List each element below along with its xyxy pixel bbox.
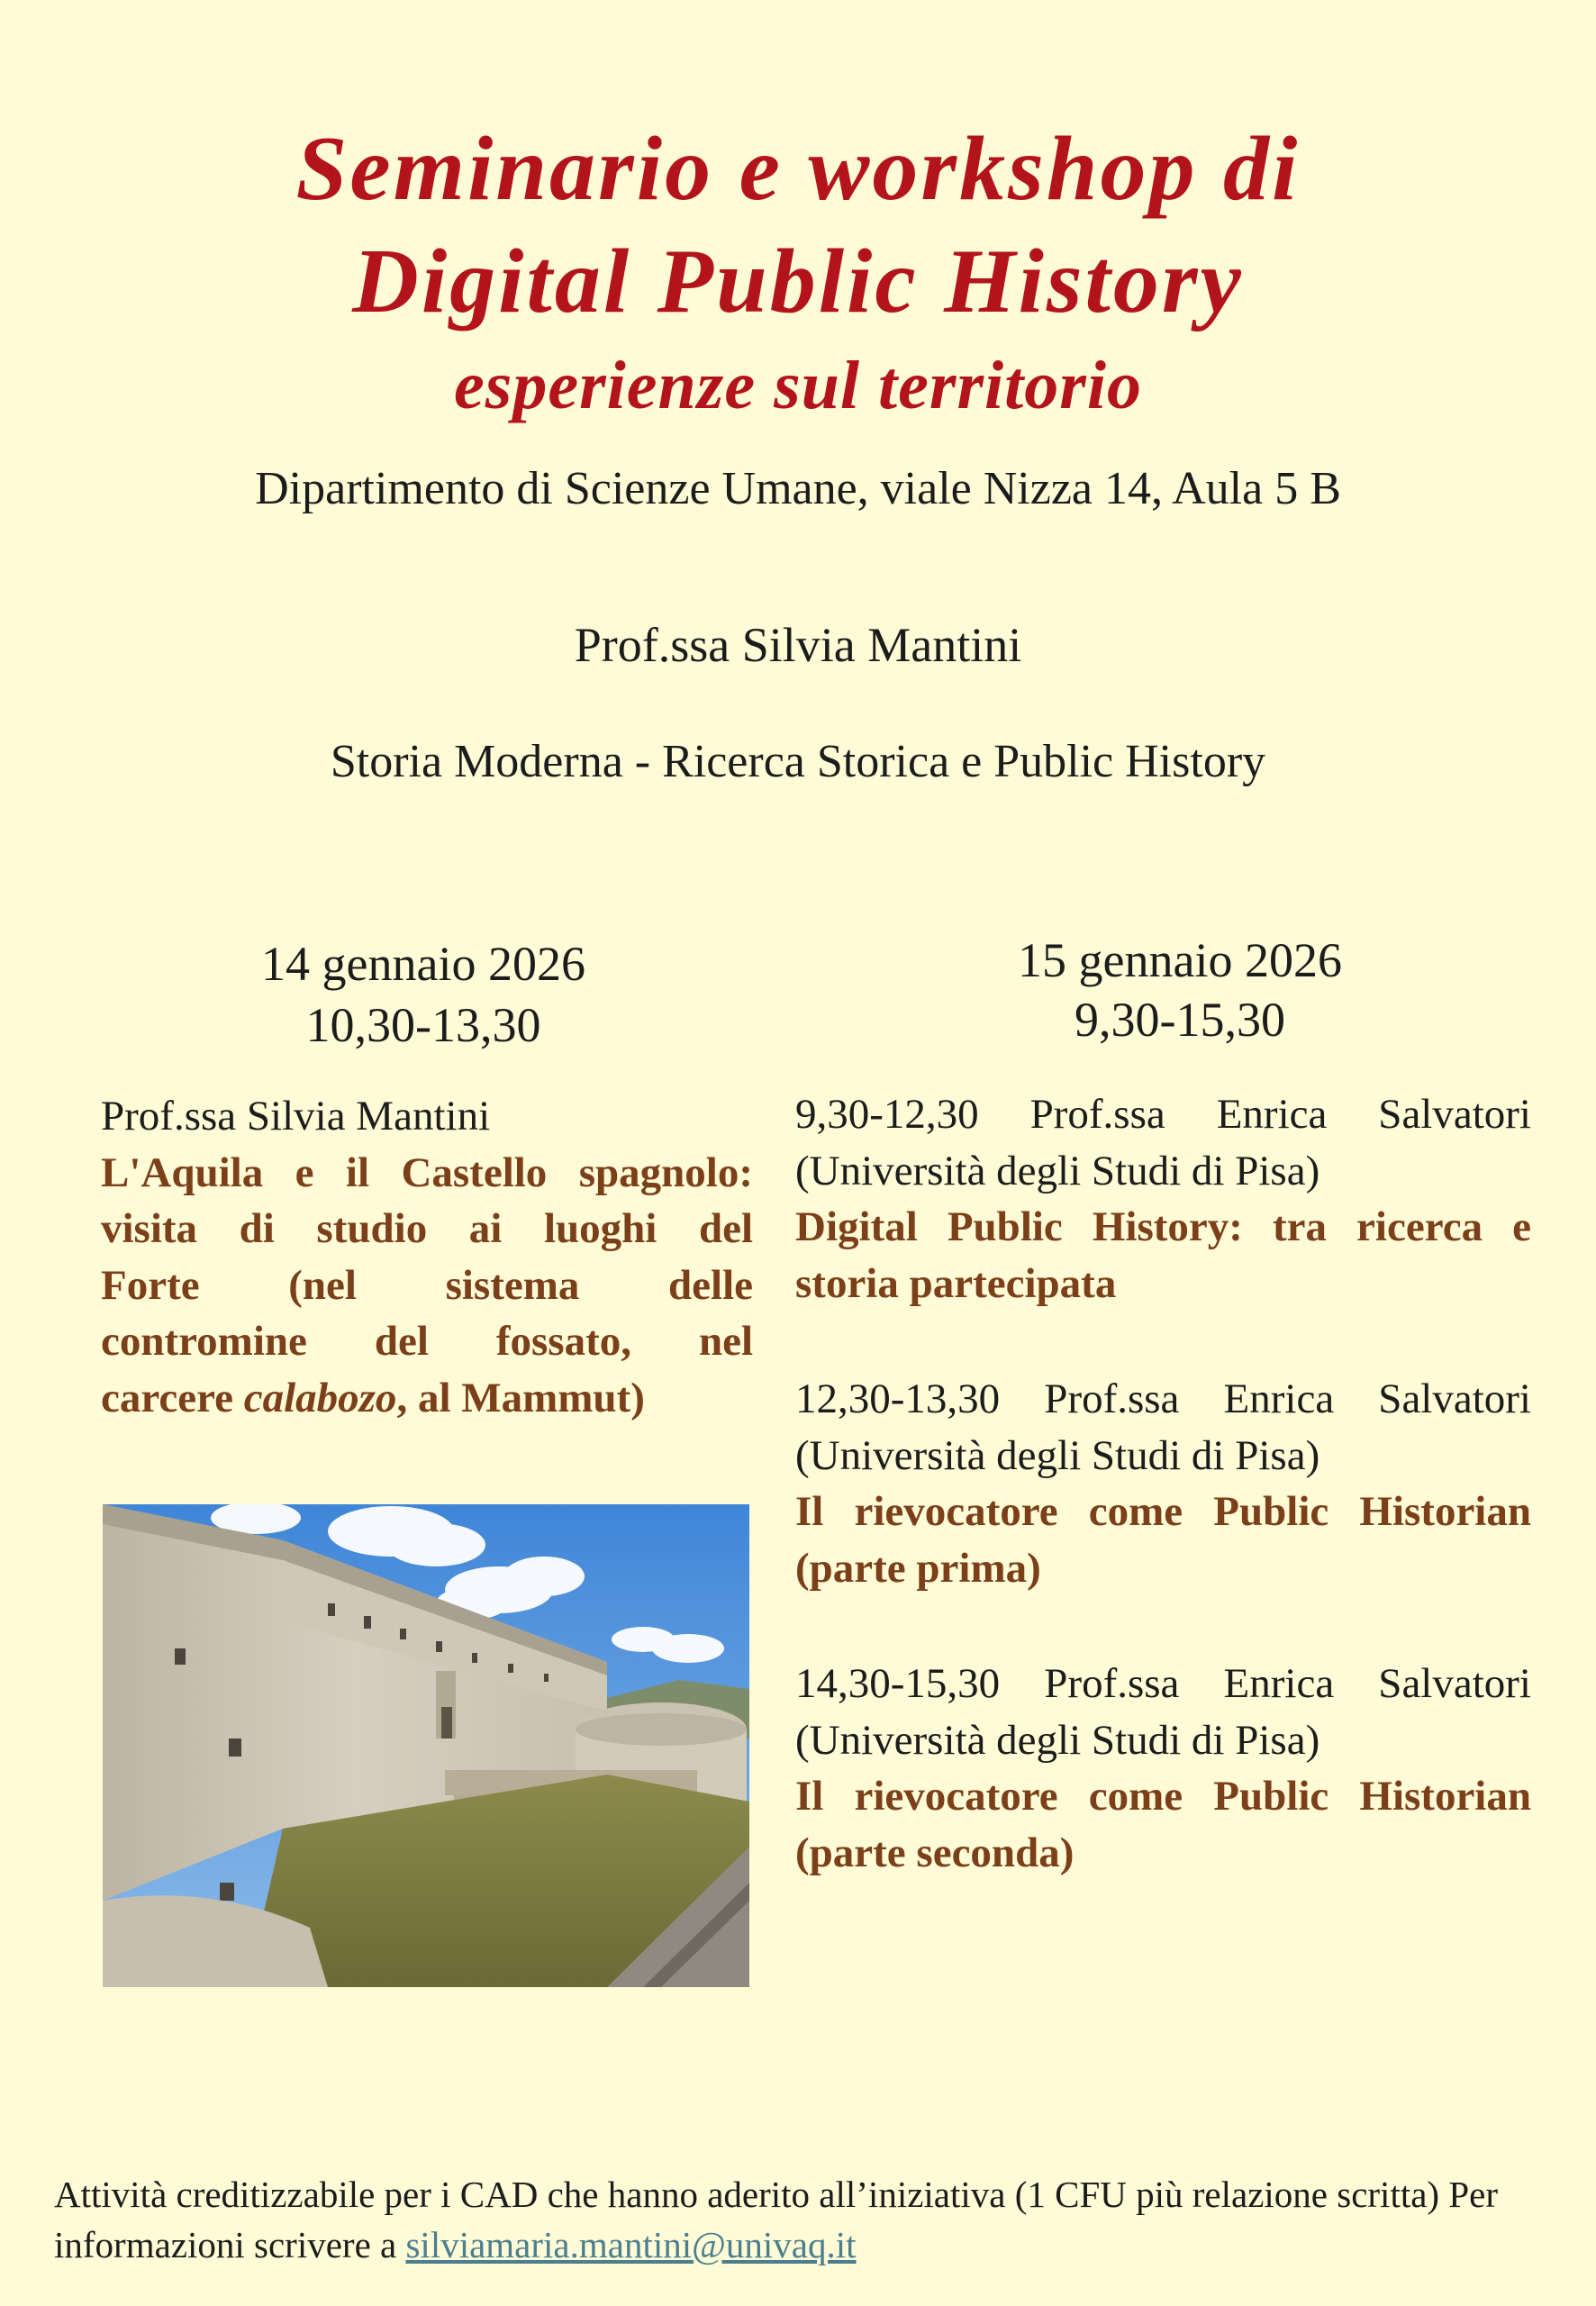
slot-time-speaker: 12,30-13,30 Prof.ssa Enrica Salvatori — [795, 1375, 1531, 1422]
day1-topic — [101, 1145, 753, 1427]
slot-time-speaker: 9,30-12,30 Prof.ssa Enrica Salvatori — [795, 1091, 1531, 1138]
day1-topic-line — [101, 1370, 753, 1427]
slot-time-speaker: 14,30-15,30 Prof.ssa Enrica Salvatori — [795, 1660, 1531, 1707]
title-line-1: Seminario e workshop di — [295, 118, 1301, 220]
castle-photo — [103, 1504, 749, 1987]
day1-topic-line: Forte (nel sistema delle — [101, 1261, 753, 1309]
slot-topic: Il rievocatore come Public Historian (parte prima) — [795, 1488, 1531, 1592]
footer-note — [54, 2169, 1549, 2270]
day2-slot — [795, 1656, 1531, 1881]
day1-topic-line: contromine del fossato, nel — [101, 1318, 753, 1365]
day2-slot — [795, 1371, 1531, 1596]
slot-affiliation: (Università degli Studi di Pisa) — [795, 1147, 1320, 1194]
footer-text: Attività creditizzabile per i CAD che hanno aderito all’iniziativa (1 CFU più relazione scritta) Per informazioni scrivere a — [54, 2174, 1498, 2265]
day1-topic-line: visita di studio ai luoghi del — [101, 1205, 753, 1252]
venue-text: Dipartimento di Scienze Umane, viale Nizza 14, Aula 5 B — [255, 463, 1341, 514]
slot-topic: Digital Public History: tra ricerca e storia partecipata — [795, 1203, 1531, 1307]
day1-time: 10,30-13,30 — [305, 998, 541, 1052]
day1-topic-line: L'Aquila e il Castello spagnolo: — [101, 1148, 753, 1196]
day2-date: 15 gennaio 2026 — [1018, 933, 1342, 987]
course-name: Storia Moderna - Ricerca Storica e Public History — [330, 736, 1266, 787]
day2-slot — [795, 1086, 1531, 1312]
day1-topic-italic: calabozo — [243, 1374, 397, 1421]
day1-topic-suffix: , al Mammut) — [396, 1374, 645, 1421]
day1-date: 14 gennaio 2026 — [261, 937, 585, 991]
email-link[interactable]: silviamaria.mantini@univaq.it — [405, 2224, 857, 2265]
subtitle: esperienze sul territorio — [454, 348, 1142, 423]
day1-speaker: Prof.ssa Silvia Mantini — [101, 1093, 491, 1139]
slot-affiliation: (Università degli Studi di Pisa) — [795, 1716, 1320, 1764]
day2-time: 9,30-15,30 — [1075, 993, 1285, 1047]
title-line-2: Digital Public History — [352, 231, 1244, 332]
slot-topic: Il rievocatore come Public Historian (parte seconda) — [795, 1773, 1531, 1876]
day1-topic-prefix: carcere — [101, 1374, 244, 1421]
day1-session — [101, 1088, 753, 1426]
professor-name: Prof.ssa Silvia Mantini — [574, 618, 1022, 672]
slot-affiliation: (Università degli Studi di Pisa) — [795, 1431, 1320, 1479]
